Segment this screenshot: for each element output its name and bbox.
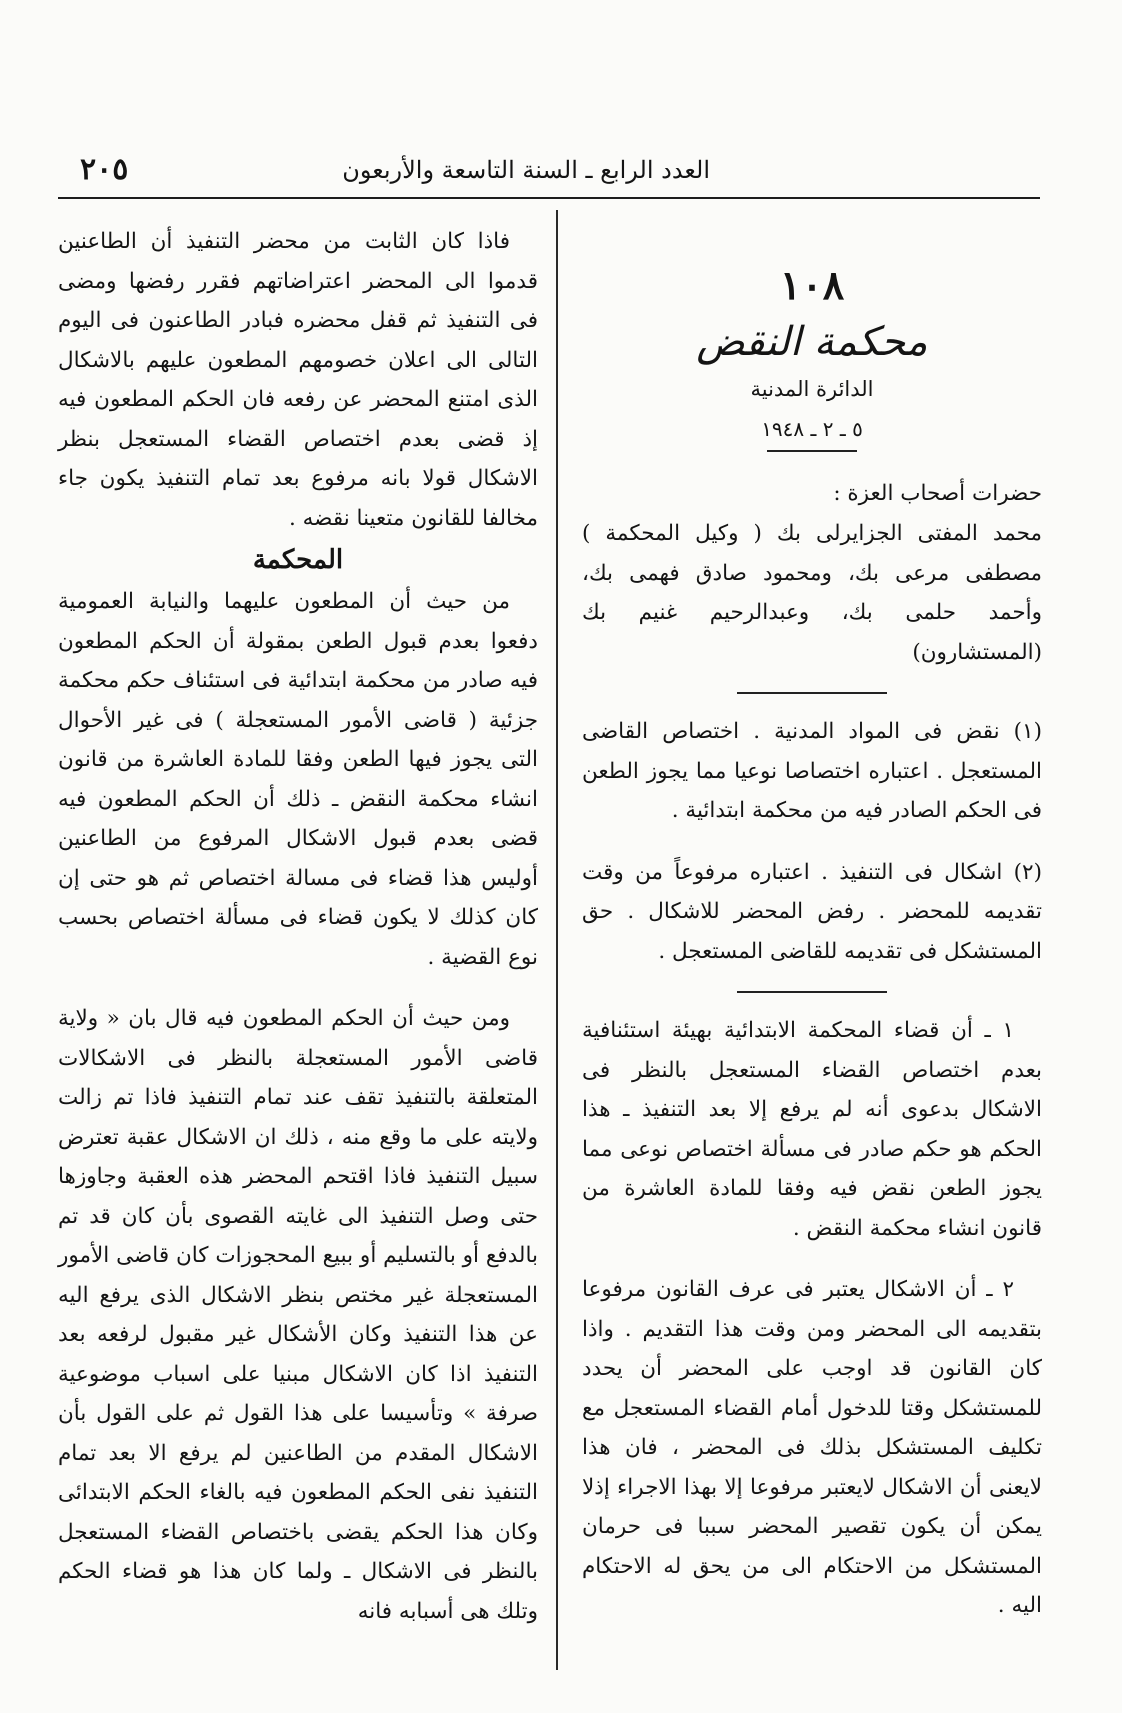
case-number: ١٠٨ <box>779 262 845 309</box>
circuit-name: الدائرة المدنية <box>750 377 874 401</box>
separator-rule <box>737 991 887 993</box>
header-rule <box>58 197 1040 199</box>
principle-2: ٢ ـ أن الاشكال يعتبر فى عرف القانون مرفوعا بتقديمه الى المحضر ومن وقت هذا التقديم . واذا كان القانون قد اوجب على المحضر أن يحدد للمستشكل وقتا للدخول أمام القضاء المستعجل مع تكليف المستشكل بذلك فى المحضر ، فان هذا لايعنى أن الاشكال لايعتبر مرفوعا إلا بهذا الاجراء إذلا يمكن أن يكون تقصير المحضر سببا فى حرمان المستشكل من الاحتكام الى من يحق له الاحتكام اليه . <box>582 1277 1042 1618</box>
left-column <box>58 222 538 1631</box>
section-heading: المحكمة <box>252 545 344 575</box>
body-paragraph-2: ومن حيث أن الحكم المطعون فيه قال بان « ولاية قاضى الأمور المستعجلة بالنظر فى الاشكالات المتعلقة بالتنفيذ تقف عند تمام التنفيذ فاذا تم زالت ولايته على ما وقع منه ، ذلك ان الاشكال عقبة تعترض سبيل التنفيذ فاذا اقتحم المحضر هذه العقبة وجاوزها حتى وصل التنفيذ الى غايته القصوى بأن كان قد تم بالدفع أو بالتسليم أو ببيع المحجوزات كان قاضى الأمور المستعجلة غير مختص بنظر الاشكال الذى يرفع اليه عن هذا التنفيذ وكان الأشكال غير مقبول لرفعه بعد التنفيذ اذا كان الاشكال مبنيا على اسباب موضوعية صرفة » وتأسيسا على هذا القول ثم على القول بأن الاشكال المقدم من الطاعنين لم يرفع الا بعد تمام التنفيذ نفى الحكم المطعون فيه بالغاء الحكم الابتدائى وكان هذا الحكم يقضى باختصاص القضاء المستعجل بالنظر فى الاشكال ـ ولما كان هذا هو قضاء الحكم وتلك هى أسبابه فانه <box>58 1006 538 1624</box>
separator-rule <box>737 692 887 694</box>
judges-list: محمد المفتى الجزايرلى بك ( وكيل المحكمة ) مصطفى مرعى بك، ومحمود صادق فهمى بك، وأحمد حلمى بك، وعبدالرحيم غنيم بك (المستشارون) <box>582 521 1042 665</box>
date-rule <box>767 450 857 452</box>
judgment-date: ٥ ـ ٢ ـ ١٩٤٨ <box>761 417 863 441</box>
running-title: العدد الرابع ـ السنة التاسعة والأربعون <box>342 156 710 184</box>
page-number: ٢٠٥ <box>80 152 129 187</box>
headnote-1: (١) نقض فى المواد المدنية . اختصاص القاضى المستعجل . اعتباره اختصاصا نوعيا مما يجوز الطعن فى الحكم الصادر فيه من محكمة ابتدائية . <box>582 719 1042 823</box>
page-header <box>80 150 1040 190</box>
body-paragraph-1: من حيث أن المطعون عليهما والنيابة العمومية دفعوا بعدم قبول الطعن بمقولة أن الحكم المطعون فيه صادر من محكمة ابتدائية فى استئناف حكم محكمة جزئية ( قاضى الأمور المستعجلة ) فى غير الأحوال التى يجوز فيها الطعن وفقا للمادة العاشرة من قانون انشاء محكمة النقض ـ ذلك أن الحكم المطعون فيه قضى بعدم قبول الاشكال المرفوع من الطاعنين أوليس هذا قضاء فى مسالة اختصاص ثم هو حتى إن كان كذلك لا يكون قضاء فى مسألة اختصاص بحسب نوع القضية . <box>58 589 538 970</box>
right-column <box>582 262 1042 1626</box>
court-name: محكمة النقض <box>696 319 928 365</box>
principle-1: ١ ـ أن قضاء المحكمة الابتدائية بهيئة استئنافية بعدم اختصاص القضاء المستعجل بالنظر فى الاشكال بدعوى أنه لم يرفع إلا بعد التنفيذ ـ هذا الحكم هو حكم صادر فى مسألة اختصاص نوعى مما يجوز الطعن نقض فيه وفقا للمادة العاشرة من قانون انشاء محكمة النقض . <box>582 1018 1042 1241</box>
intro-paragraph: فاذا كان الثابت من محضر التنفيذ أن الطاعنين قدموا الى المحضر اعتراضاتهم فقرر رفضها ومضى فى التنفيذ ثم قفل محضره فبادر الطاعنون فى اليوم التالى الى اعلان خصومهم المطعون عليهم بالاشكال الذى امتنع المحضر عن رفعه فان الحكم المطعون فيه إذ قضى بعدم اختصاص القضاء المستعجل بنظر الاشكال قولا بانه مرفوع بعد تمام التنفيذ يكون جاء مخالفا للقانون متعينا نقضه . <box>58 229 538 531</box>
headnote-2: (٢) اشكال فى التنفيذ . اعتباره مرفوعاً من وقت تقديمه للمحضر . رفض المحضر للاشكال . حق المستشكل فى تقديمه للقاضى المستعجل . <box>582 859 1042 964</box>
column-divider <box>556 210 558 1670</box>
judges-title: حضرات أصحاب العزة : <box>833 481 1042 506</box>
